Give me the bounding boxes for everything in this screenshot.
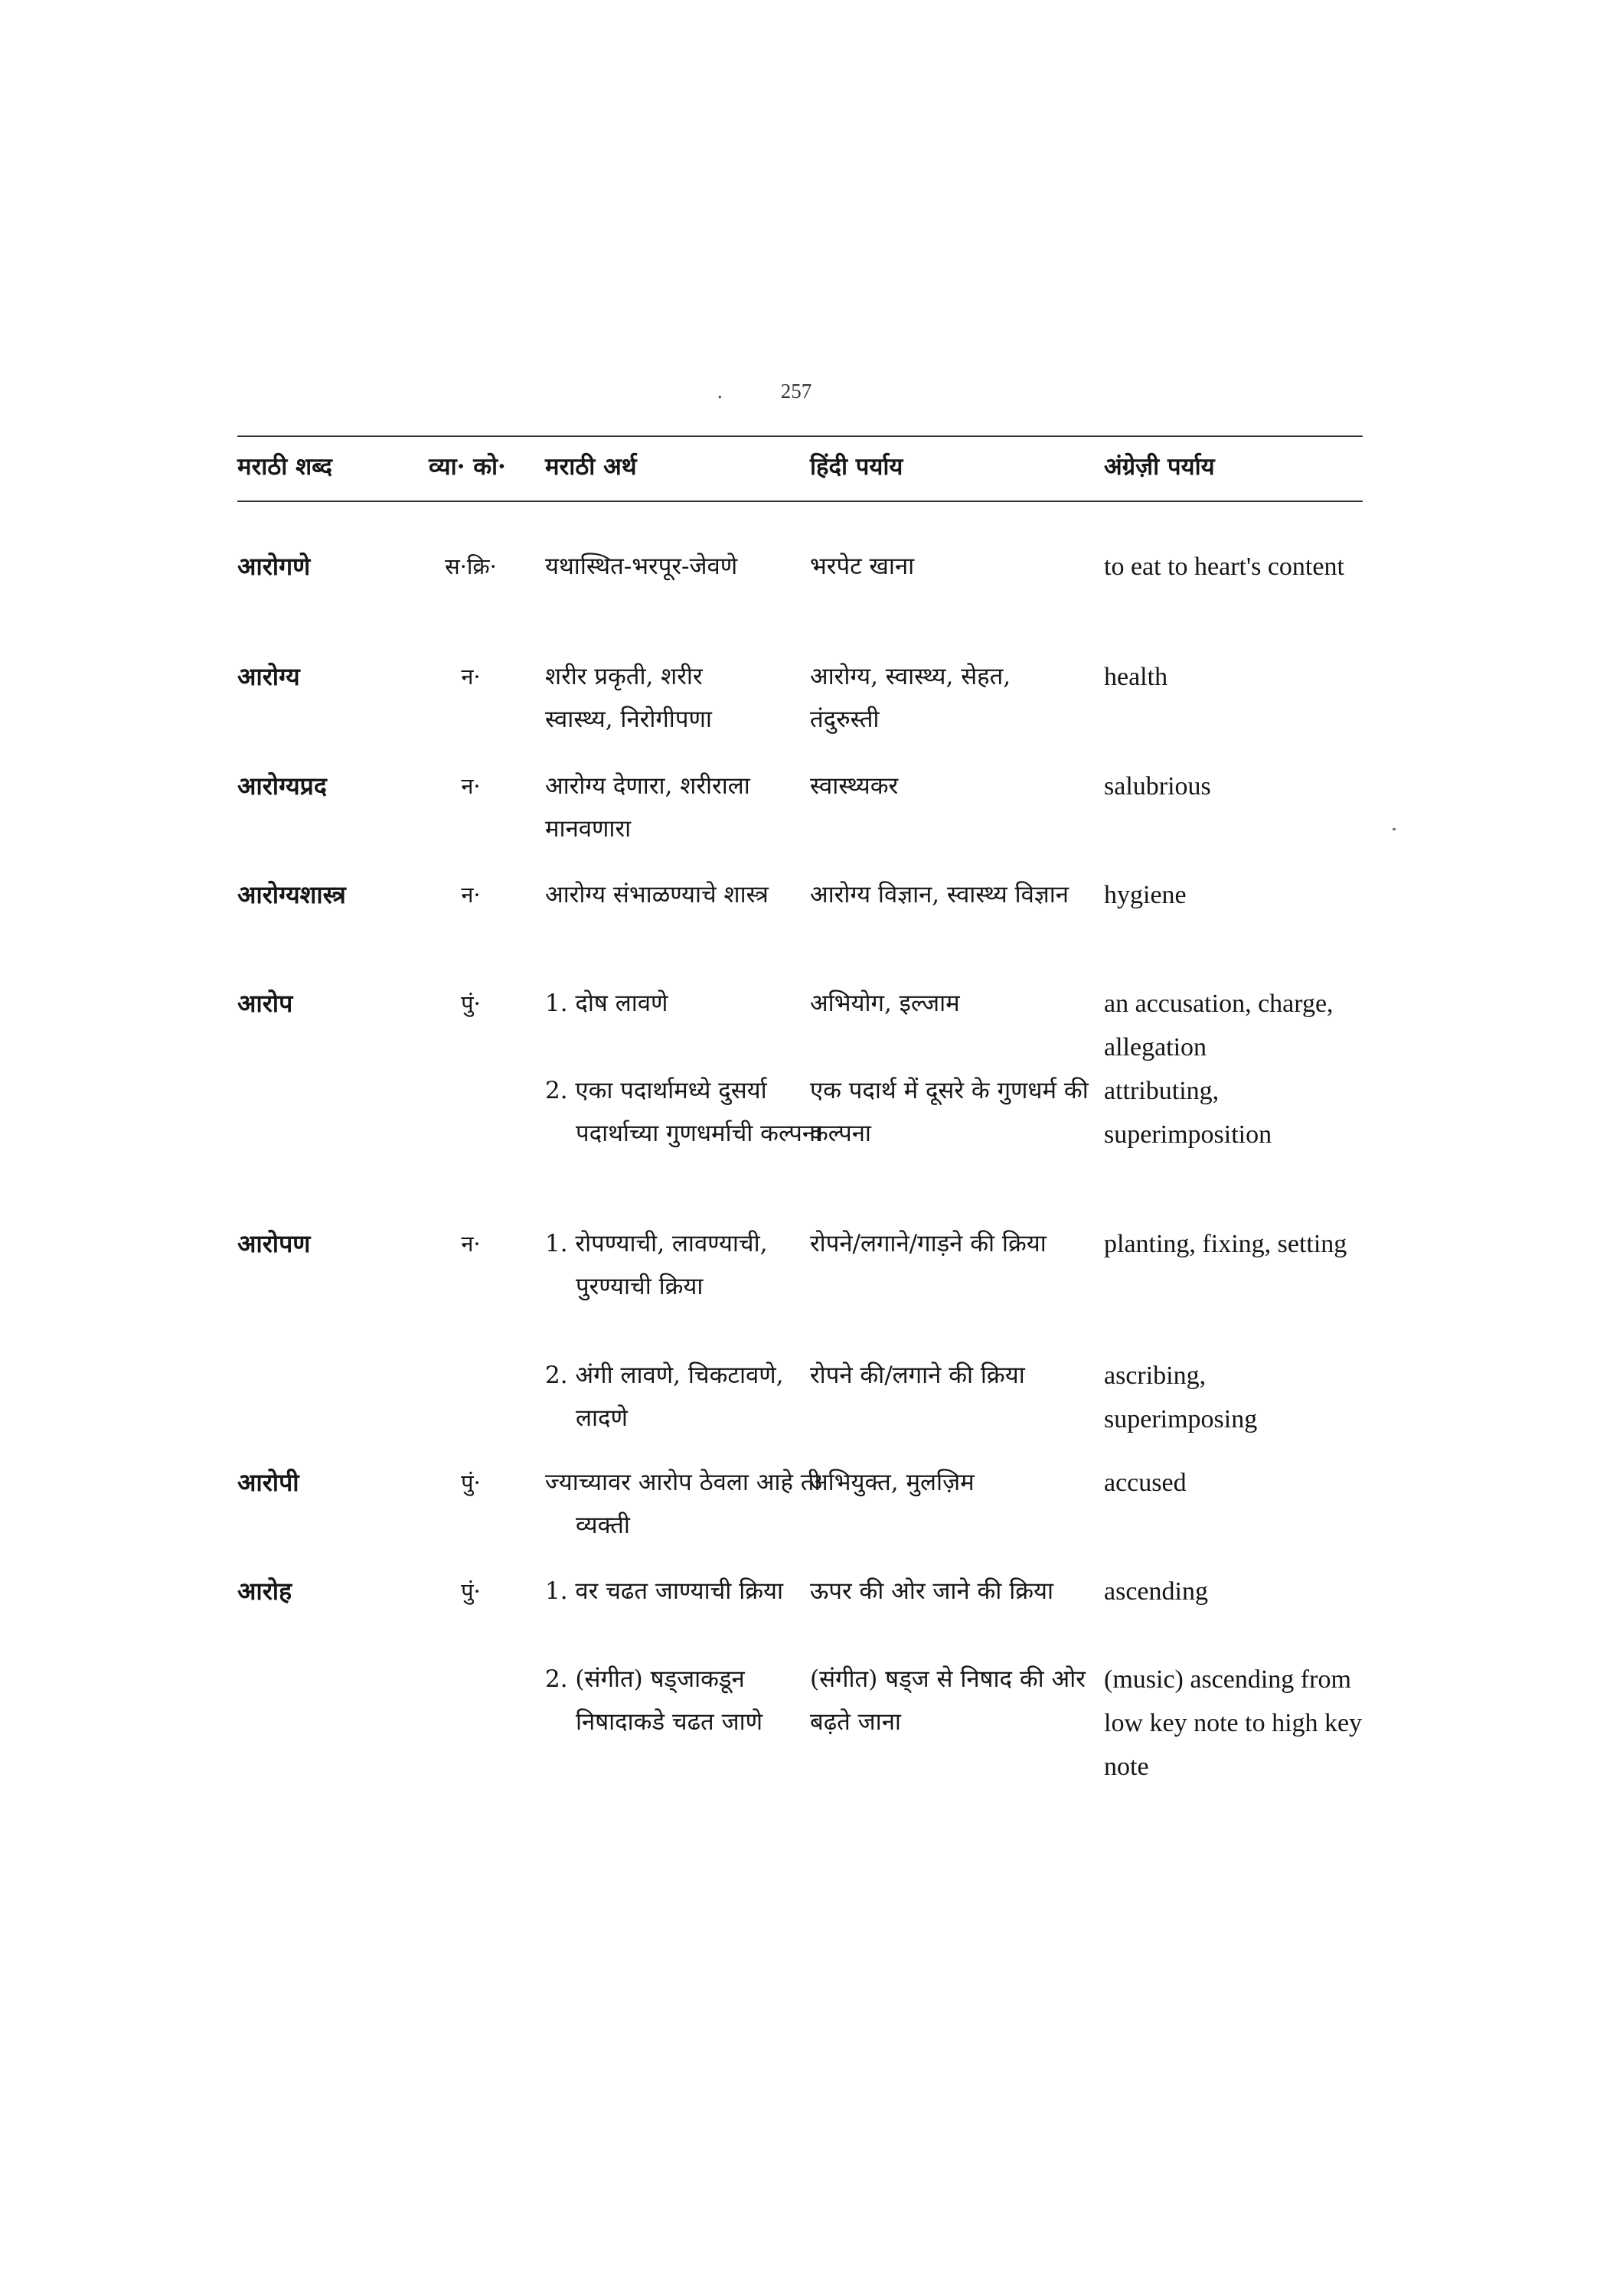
header-hindi: हिंदी पर्याय bbox=[810, 453, 903, 481]
sense-english: accused bbox=[1104, 1469, 1187, 1497]
entry-grammar: पुं· bbox=[461, 1469, 481, 1495]
entry-grammar: स·क्रि· bbox=[445, 553, 497, 579]
sense-english: attributing, superimposition bbox=[1104, 1077, 1272, 1149]
entry-word: आरोगणे bbox=[237, 552, 311, 581]
sense-hindi: स्वास्थ्यकर bbox=[810, 772, 899, 800]
page-number: 257 bbox=[780, 380, 812, 403]
header-english: अंग्रेज़ी पर्याय bbox=[1104, 453, 1215, 481]
sense-hindi: रोपने की/लगाने की क्रिया bbox=[810, 1362, 1025, 1389]
sense-marathi: आरोग्य संभाळण्याचे शास्त्र bbox=[545, 881, 769, 908]
entry-grammar: न· bbox=[461, 773, 481, 799]
sense-hindi: अभियोग, इल्जाम bbox=[810, 990, 960, 1017]
entry-grammar: न· bbox=[461, 664, 481, 690]
sense-hindi: भरपेट खाना bbox=[810, 553, 915, 580]
header-top-rule bbox=[237, 435, 1363, 437]
header-grammar: व्या· को· bbox=[429, 453, 506, 481]
sense-english: ascribing, superimposing bbox=[1104, 1362, 1258, 1433]
entry-grammar: न· bbox=[461, 1231, 481, 1257]
entry-word: आरोग्यप्रद bbox=[237, 771, 327, 801]
entry-grammar: न· bbox=[461, 882, 481, 908]
sense-marathi: 1. वर चढत जाण्याची क्रिया bbox=[545, 1577, 784, 1605]
sense-marathi: 2. अंगी लावणे, चिकटावणे, लादणे bbox=[545, 1362, 784, 1432]
entry-word: आरोपी bbox=[237, 1468, 299, 1497]
sense-english: ascending bbox=[1104, 1577, 1208, 1606]
entry-word: आरोप bbox=[237, 989, 293, 1018]
sense-english: planting, fixing, setting bbox=[1104, 1230, 1347, 1258]
sense-english: an accusation, charge, allegation bbox=[1104, 990, 1334, 1062]
sense-marathi: आरोग्य देणारा, शरीराला मानवणारा bbox=[545, 772, 750, 843]
entry-word: आरोग्य bbox=[237, 662, 300, 691]
page-dot: . bbox=[717, 380, 723, 403]
header-marathi-word: मराठी शब्द bbox=[237, 453, 332, 481]
sense-hindi: आरोग्य, स्वास्थ्य, सेहत, तंदुरुस्ती bbox=[810, 663, 1011, 733]
entry-grammar: पुं· bbox=[461, 1578, 481, 1604]
sense-marathi: 2. (संगीत) षड्जाकडून निषादाकडे चढत जाणे bbox=[545, 1665, 763, 1736]
header-bottom-rule bbox=[237, 501, 1363, 502]
sense-hindi: अभियुक्त, मुलज़िम bbox=[810, 1469, 975, 1496]
scan-speck bbox=[1393, 828, 1396, 830]
sense-marathi: 2. एका पदार्थामध्ये दुसर्या पदार्थाच्या गुणधर्माची कल्पना bbox=[545, 1077, 822, 1147]
sense-hindi: ऊपर की ओर जाने की क्रिया bbox=[810, 1577, 1054, 1605]
sense-marathi: शरीर प्रकृती, शरीर स्वास्थ्य, निरोगीपणा bbox=[545, 663, 712, 733]
entry-word: आरोपण bbox=[237, 1229, 311, 1258]
entry-word: आरोग्यशास्त्र bbox=[237, 880, 346, 909]
sense-english: (music) ascending from low key note to high key note bbox=[1104, 1665, 1363, 1781]
sense-hindi: (संगीत) षड्ज से निषाद की ओर बढ़ते जाना bbox=[810, 1665, 1086, 1736]
sense-english: salubrious bbox=[1104, 772, 1211, 801]
entry-grammar: पुं· bbox=[461, 990, 481, 1016]
sense-english: health bbox=[1104, 663, 1168, 691]
entry-word: आरोह bbox=[237, 1577, 292, 1606]
sense-marathi: यथास्थित-भरपूर-जेवणे bbox=[545, 553, 738, 580]
sense-marathi: 1. दोष लावणे bbox=[545, 990, 668, 1017]
header-marathi-meaning: मराठी अर्थ bbox=[545, 453, 637, 481]
sense-hindi: एक पदार्थ में दूसरे के गुणधर्म की कल्पना bbox=[810, 1077, 1089, 1147]
sense-hindi: रोपने/लगाने/गाड़ने की क्रिया bbox=[810, 1230, 1047, 1257]
sense-hindi: आरोग्य विज्ञान, स्वास्थ्य विज्ञान bbox=[810, 881, 1069, 908]
sense-marathi: ज्याच्यावर आरोप ठेवला आहे ती व्यक्ती bbox=[545, 1469, 821, 1539]
sense-english: hygiene bbox=[1104, 881, 1187, 909]
sense-marathi: 1. रोपण्याची, लावण्याची, पुरण्याची क्रिया bbox=[545, 1230, 768, 1300]
sense-english: to eat to heart's content bbox=[1104, 553, 1344, 581]
